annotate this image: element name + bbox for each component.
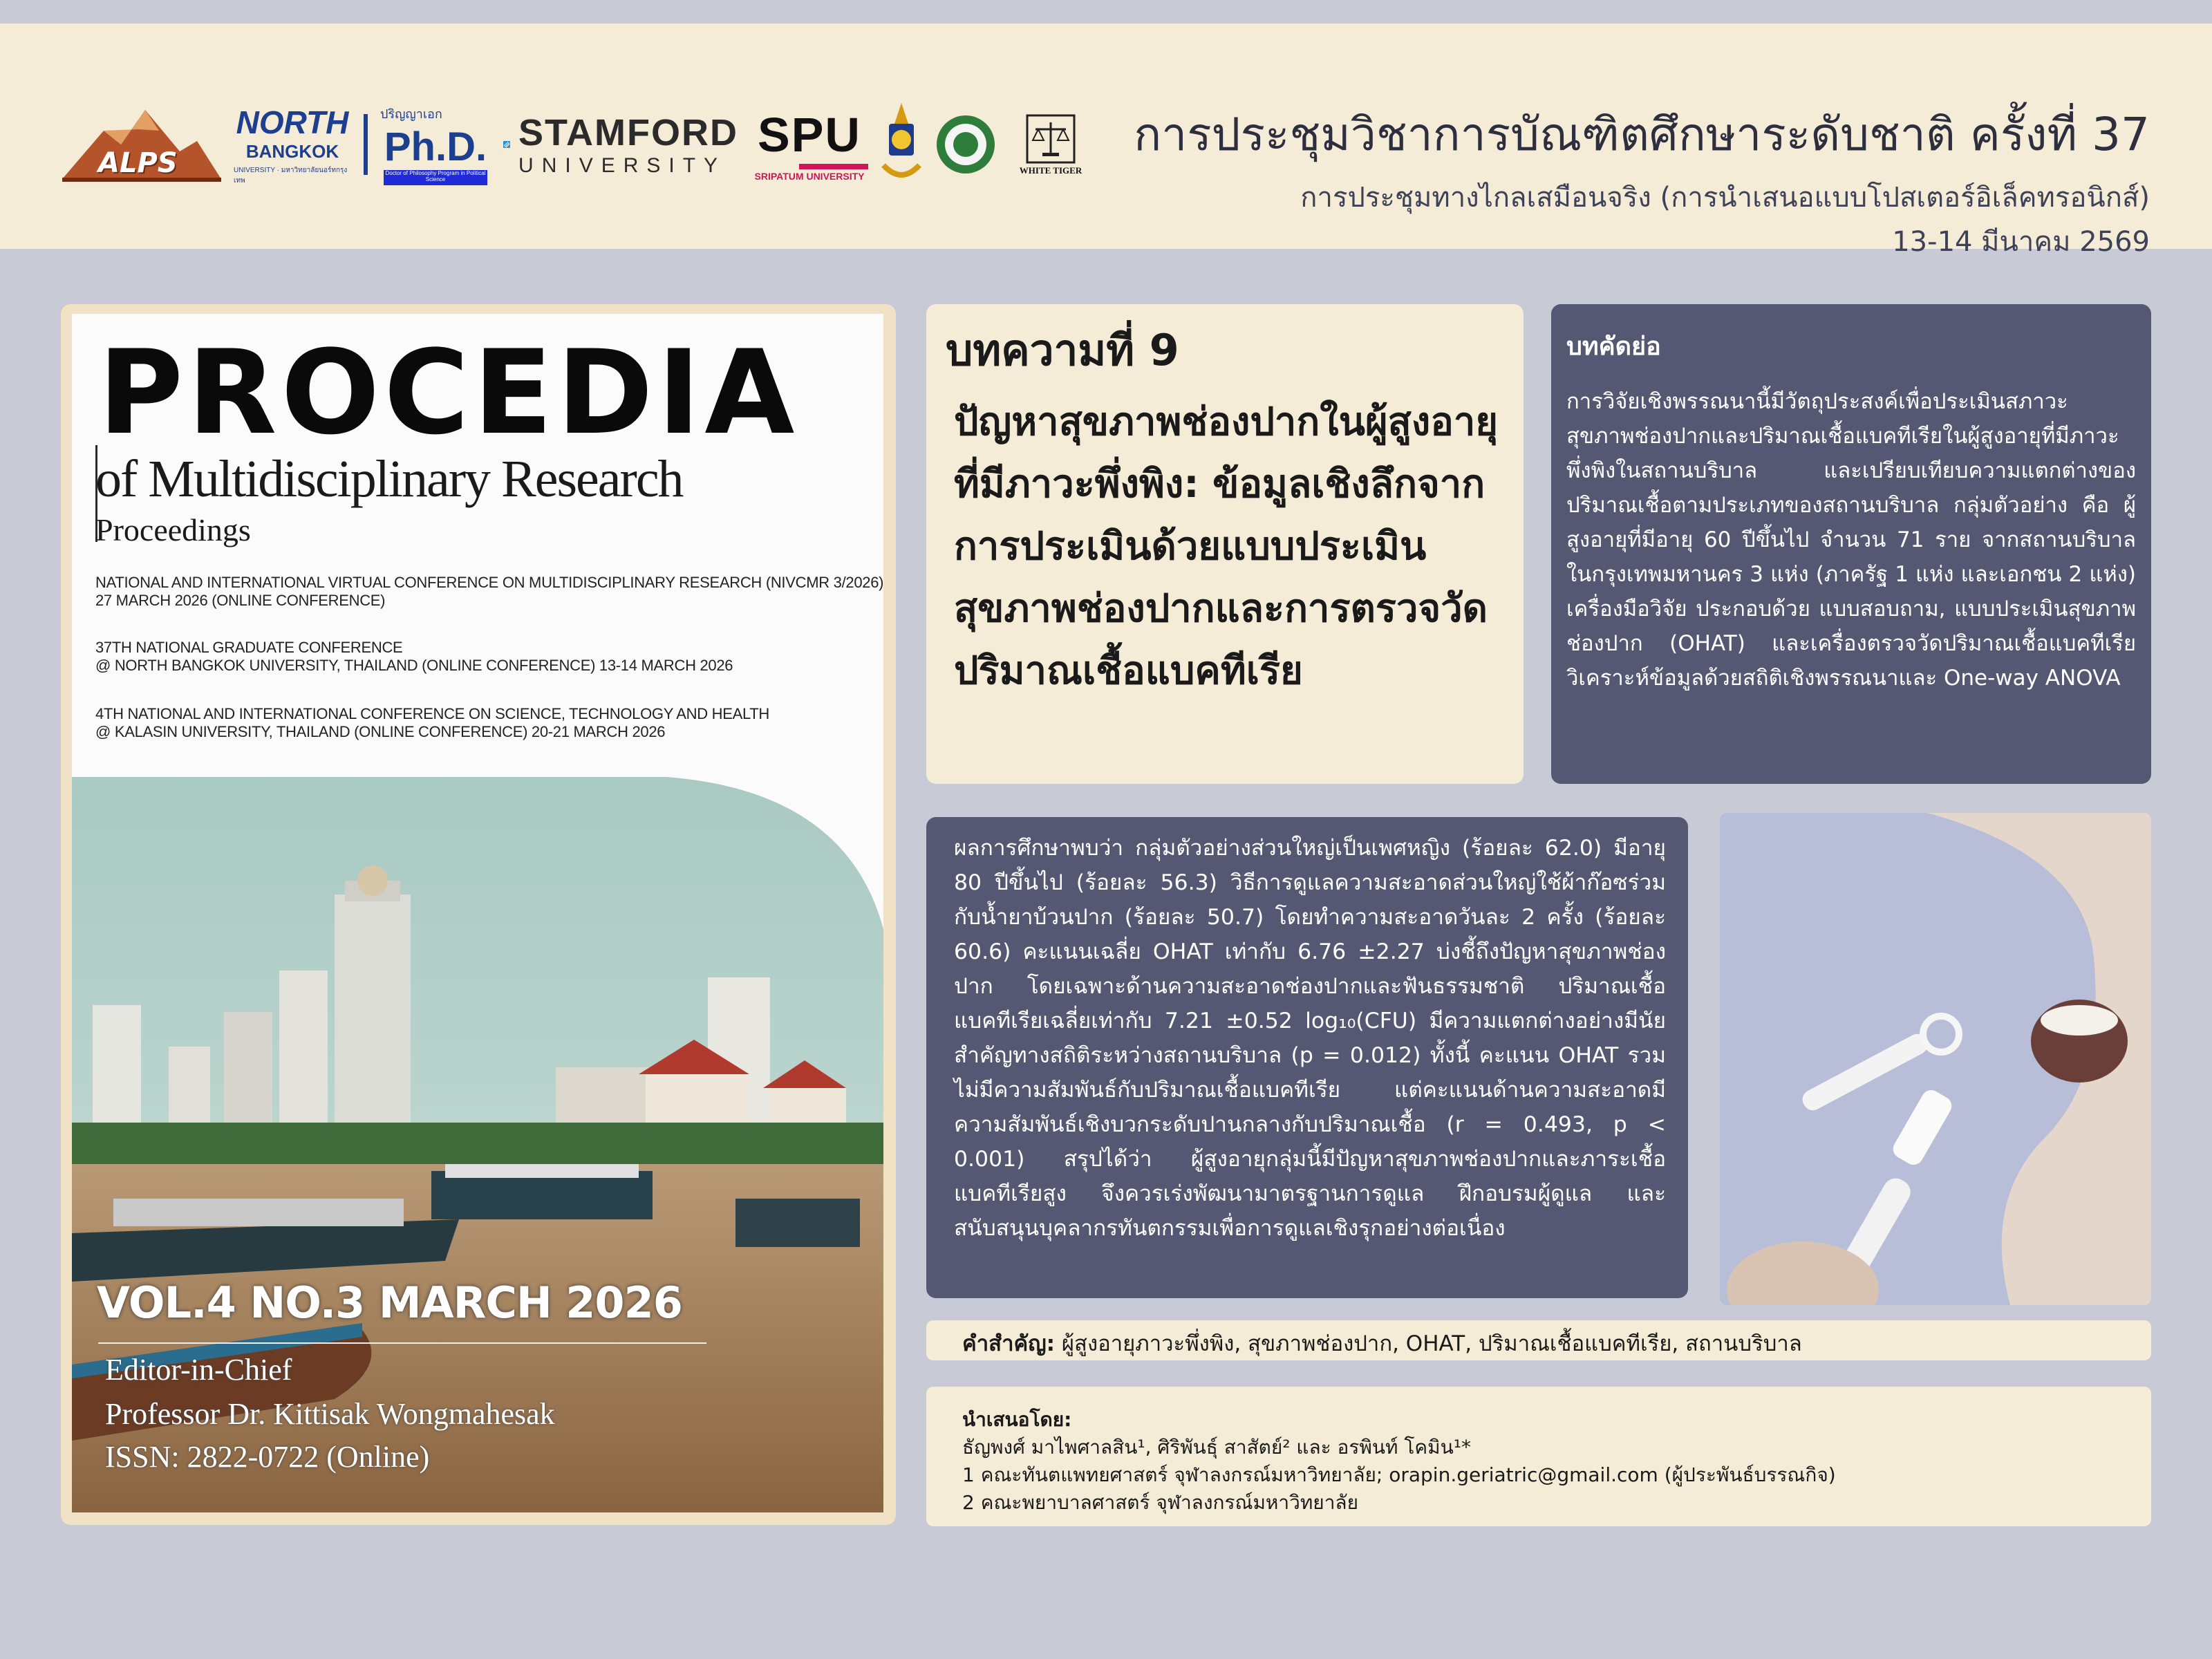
presenters-affiliation-1: 1 คณะทันตแพทยศาสตร์ จุฬาลงกรณ์มหาวิทยาลัย; orapin.geriatric@gmail.com (ผู้ประพันธ์บรรณกิจ) — [962, 1463, 1836, 1486]
alps-logo — [62, 103, 221, 186]
cover-volume-rule — [98, 1342, 706, 1344]
keywords-text: ผู้สูงอายุภาวะพึ่งพิง, สุขภาพช่องปาก, OHAT, ปริมาณเชื้อแบคทีเรีย, สถานบริบาล — [1055, 1331, 1802, 1356]
emblem-logo — [881, 103, 922, 186]
conference-title: การประชุมวิชาการบัณฑิตศึกษาระดับชาติ ครั้งที่ 37 — [1134, 108, 2150, 161]
cover-conference-line: NATIONAL AND INTERNATIONAL VIRTUAL CONFERENCE ON MULTIDISCIPLINARY RESEARCH (NIVCMR 3/2026) — [95, 574, 883, 591]
cover-title: PROCEDIA — [98, 325, 799, 460]
cover-conference-line: 27 MARCH 2026 (ONLINE CONFERENCE) — [95, 592, 386, 609]
abstract-heading: บทคัดย่อ — [1566, 332, 1661, 361]
cover-subtitle: of Multidisciplinary Research — [95, 450, 683, 508]
journal-cover — [61, 304, 896, 1525]
stamford-mark-icon — [503, 115, 510, 174]
north-logo-line3: UNIVERSITY · มหาวิทยาลัยนอร์ทกรุงเทพ — [234, 166, 348, 185]
spu-logo — [751, 107, 868, 182]
article-number: บทความที่ 9 — [946, 325, 1179, 375]
logo-strip — [62, 93, 1092, 196]
oral-care-photo — [1720, 813, 2151, 1305]
results-box — [926, 817, 1688, 1298]
cover-issn: ISSN: 2822-0722 (Online) — [105, 1440, 430, 1474]
spu-logo-sub: SRIPATUM UNIVERSITY — [754, 171, 865, 182]
toothbrush-flosser-illustration — [1720, 813, 2151, 1305]
article-title: ปัญหาสุขภาพช่องปากในผู้สูงอายุที่มีภาวะพึ่งพิง: ข้อมูลเชิงลึกจากการประเมินด้วยแบบประเมินสุขภาพช่องปากและการตรวจวัดปริมาณเชื้อแบคทีเรีย — [954, 400, 1499, 693]
scales-of-justice-icon — [1024, 113, 1077, 165]
conference-heading — [1134, 98, 2150, 263]
keywords-bar — [926, 1320, 2151, 1360]
cover-conference-line: @ KALASIN UNIVERSITY, THAILAND (ONLINE CONFERENCE) 20-21 MARCH 2026 — [95, 723, 666, 740]
presenters-affiliation-2: 2 คณะพยาบาลศาสตร์ จุฬาลงกรณ์มหาวิทยาลัย — [962, 1491, 1358, 1514]
cover-conference-line: 4TH NATIONAL AND INTERNATIONAL CONFERENCE ON SCIENCE, TECHNOLOGY AND HEALTH — [95, 705, 769, 722]
results-text: ผลการศึกษาพบว่า กลุ่มตัวอย่างส่วนใหญ่เป็นเพศหญิง (ร้อยละ 62.0) มีอายุ 80 ปีขึ้นไป (ร้อยละ 56.3) วิธีการดูแลความสะอาดส่วนใหญ่ใช้ผ้าก๊อซร่วมกับน้ำยาบ้วนปาก (ร้อยละ 50.7) โดยทำความสะอาดวันละ 2 ครั้ง (ร้อยละ 60.6) คะแนนเฉลี่ย OHAT เท่ากับ 6.76 ±2.27 บ่งชี้ถึงปัญหาสุขภาพช่องปาก โดยเฉพาะด้านความสะอาดช่องปากและฟันธรรมชาติ ปริมาณเชื้อแบคทีเรียเฉลี่ยเท่ากับ 7.21 ±0.52 log₁₀(CFU) มีความแตกต่างอย่างมีนัยสำคัญทางสถิติระหว่างสถานบริบาล (p = 0.012) ทั้งนี้ คะแนน OHAT รวมไม่มีความสัมพันธ์กับปริมาณเชื้อแบคทีเรีย แต่คะแนนด้านความสะอาดมีความสัมพันธ์เชิงบวกระดับปานกลางกับปริมาณเชื้อ (r = 0.493, p < 0.001) สรุปได้ว่า ผู้สูงอายุกลุ่มนี้มีปัญหาสุขภาพช่องปากและภาระเชื้อแบคทีเรียสูง จึงควรเร่งพัฒนามาตรฐานการดูแล ฝึกอบรมผู้ดูแล และสนับสนุนบุคลากรทันตกรรมเพื่อการดูแลเชิงรุกอย่างต่อเนื่อง — [954, 836, 1666, 1241]
conference-subtitle: การประชุมทางไกลเสมือนจริง (การนำเสนอแบบโปสเตอร์อิเล็คทรอนิกส์) — [1300, 182, 2150, 214]
keywords-label: คำสำคัญ: — [962, 1331, 1056, 1356]
spu-logo-bar — [799, 164, 868, 169]
presenters-authors: ธัญพงศ์ มาไพศาลสิน¹, ศิริพันธุ์ สาสัตย์² และ อรพินท์ โคมิน¹* — [962, 1436, 1471, 1459]
journal-cover-page — [72, 314, 883, 1512]
north-logo-line2: BANGKOK — [245, 140, 339, 162]
presenters-label: นำเสนอโดย: — [962, 1408, 1072, 1431]
conference-date: 13-14 มีนาคม 2569 — [1892, 226, 2150, 258]
abstract-box — [1551, 304, 2151, 784]
phd-logo-sub: Doctor of Philosophy Program in Political Science — [384, 170, 487, 185]
header-banner — [0, 24, 2212, 258]
stamford-logo — [503, 111, 738, 178]
abstract-text: การวิจัยเชิงพรรณนานี้มีวัตถุประสงค์เพื่อประเมินสภาวะสุขภาพช่องปากและปริมาณเชื้อแบคทีเรียในผู้สูงอายุที่มีภาวะพึ่งพิงในสถานบริบาล และเปรียบเทียบความแตกต่างของปริมาณเชื้อตามประเภทของสถานบริบาล กลุ่มตัวอย่าง คือ ผู้สูงอายุที่มีอายุ 60 ปีขึ้นไป จำนวน 71 ราย จากสถานบริบาลในกรุงเทพมหานคร 3 แห่ง (ภาครัฐ 1 แห่ง และเอกชน 2 แห่ง) เครื่องมือวิจัย ประกอบด้วย แบบสอบถาม, แบบประเมินสุขภาพช่องปาก (OHAT) และเครื่องตรวจวัดปริมาณเชื้อแบคทีเรีย วิเคราะห์ข้อมูลด้วยสถิติเชิงพรรณนาและ One-way ANOVA — [1566, 389, 2136, 691]
white-tiger-text: WHITE TIGER — [1019, 165, 1082, 176]
phd-logo-top: ปริญญาเอก — [380, 107, 442, 121]
article-title-box — [926, 304, 1524, 784]
cover-editor-label: Editor-in-Chief — [105, 1353, 292, 1387]
stamford-line1: STAMFORD — [518, 112, 738, 153]
stamford-line2: UNIVERSITY — [518, 154, 727, 177]
cover-conference-line: @ NORTH BANGKOK UNIVERSITY, THAILAND (ONLINE CONFERENCE) 13-14 MARCH 2026 — [95, 657, 733, 674]
cover-proceedings: Proceedings — [95, 512, 251, 547]
presenters-box — [926, 1387, 2151, 1526]
cover-editor-name: Professor Dr. Kittisak Wongmahesak — [105, 1397, 555, 1431]
white-tiger-logo — [1009, 113, 1092, 176]
phd-logo — [380, 104, 491, 185]
alps-logo-text: ALPS — [98, 147, 178, 179]
logo-divider — [364, 114, 368, 175]
university-seal-icon — [935, 110, 997, 179]
cover-volume: VOL.4 NO.3 MARCH 2026 — [97, 1277, 682, 1328]
crown-emblem-icon — [881, 103, 922, 186]
keywords — [962, 1326, 1802, 1360]
phd-logo-text: Ph.D. — [384, 124, 487, 169]
north-bangkok-logo — [234, 104, 351, 186]
seal-logo — [935, 110, 997, 179]
cover-conference-line: 37TH NATIONAL GRADUATE CONFERENCE — [95, 639, 403, 656]
north-logo-line1: NORTH — [236, 104, 349, 140]
spu-logo-text: SPU — [758, 108, 861, 162]
